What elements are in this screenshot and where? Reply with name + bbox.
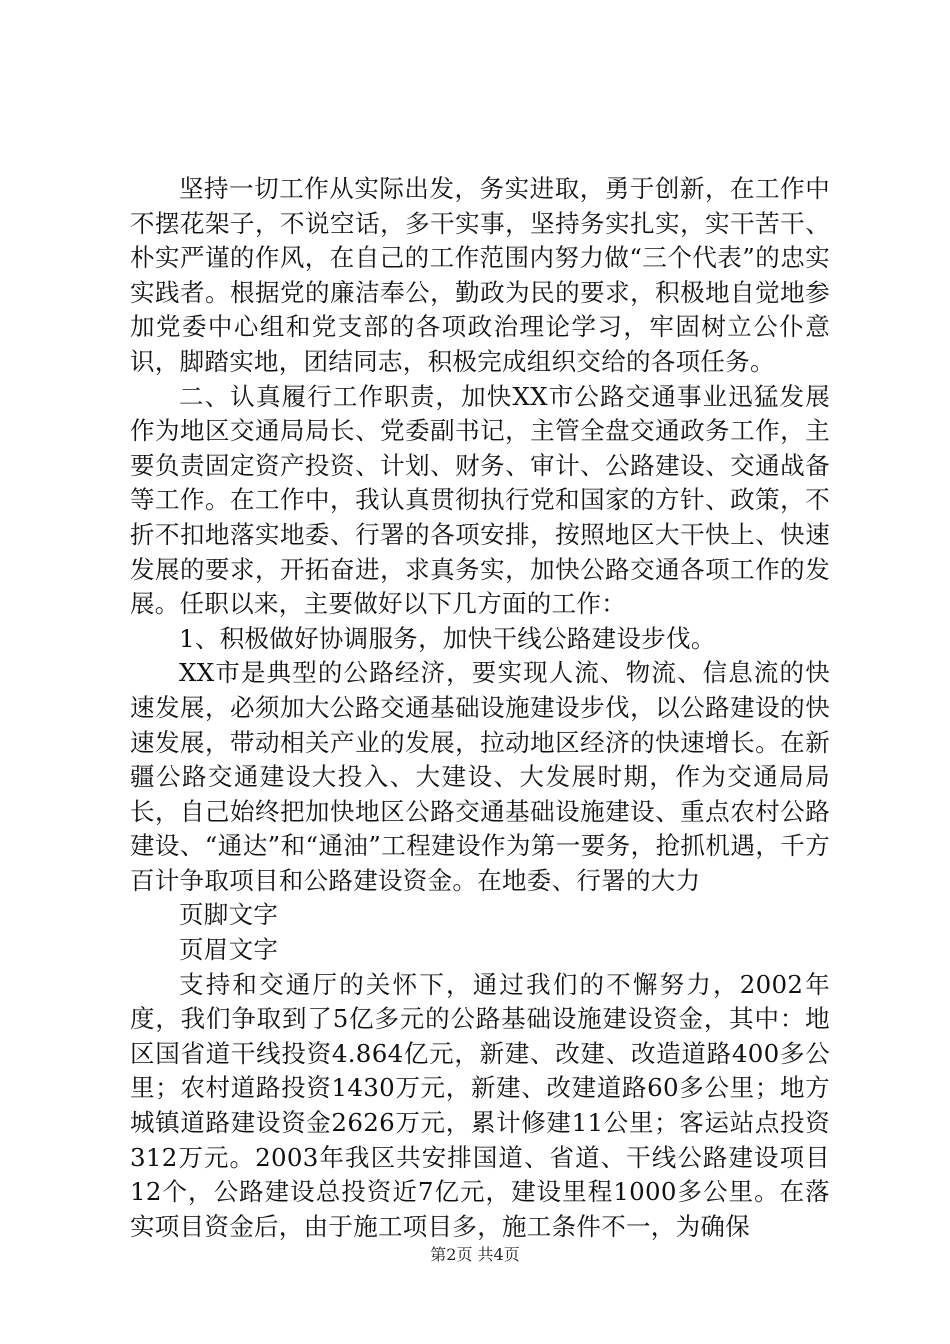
- paragraph-4: XX市是典型的公路经济，要实现人流、物流、信息流的快速发展，必须加大公路交通基础设施建设步伐，以公路建设的快速发展，带动相关产业的发展，拉动地区经济的快速增长。在新疆公路交通建设大投入、大建设、大发展时期，作为交通局局长，自己始终把加快地区公路交通基础设施建设、重点农村公路建设、“通达”和“通油”工程建设作为第一要务，抢抓机遇，千方百计争取项目和公路建设资金。在地委、行署的大力: [130, 658, 830, 895]
- header-placeholder-text: 页眉文字: [179, 935, 279, 965]
- page-number-footer: 第2页 共4页: [430, 1245, 520, 1264]
- footer-placeholder-text: 页脚文字: [179, 900, 279, 930]
- paragraph-2: 二、认真履行工作职责，加快XX市公路交通事业迅猛发展作为地区交通局局长、党委副书记，主管全盘交通政务工作，主要负责固定资产投资、计划、财务、审计、公路建设、交通战备等工作。在工作中，我认真贯彻执行党和国家的方针、政策，不折不扣地落实地委、行署的各项安排，按照地区大干快上、快速发展的要求，开拓奋进，求真务实，加快公路交通各项工作的发展。任职以来，主要做好以下几方面的工作：: [130, 381, 830, 619]
- paragraph-5: 支持和交通厅的关怀下，通过我们的不懈努力，2002年度，我们争取到了5亿多元的公路基础设施建设资金，其中：地区国省道干线投资4.864亿元，新建、改建、改造道路400多公里；农村道路投资1430万元，新建、改建道路60多公里；地方城镇道路建设资金2626万元，累计修建11公里；客运站点投资312万元。2003年我区共安排国道、省道、干线公路建设项目12个，公路建设总投资近7亿元，建设里程1000多公里。在落实项目资金后，由于施工项目多，施工条件不一，为确保: [130, 969, 830, 1241]
- paragraph-1: 坚持一切工作从实际出发，务实进取，勇于创新，在工作中不摆花架子，不说空话，多干实事，坚持务实扎实，实干苦干、朴实严谨的作风，在自己的工作范围内努力做“三个代表”的忠实实践者。根据党的廉洁奉公，勤政为民的要求，积极地自觉地参加党委中心组和党支部的各项政治理论学习，牢固树立公仆意识，脚踏实地，团结同志，积极完成组织交给的各项任务。: [130, 174, 830, 376]
- document-body: [130, 172, 830, 1244]
- paragraph-3-heading: 1、积极做好协调服务，加快干线公路建设步伐。: [179, 623, 716, 653]
